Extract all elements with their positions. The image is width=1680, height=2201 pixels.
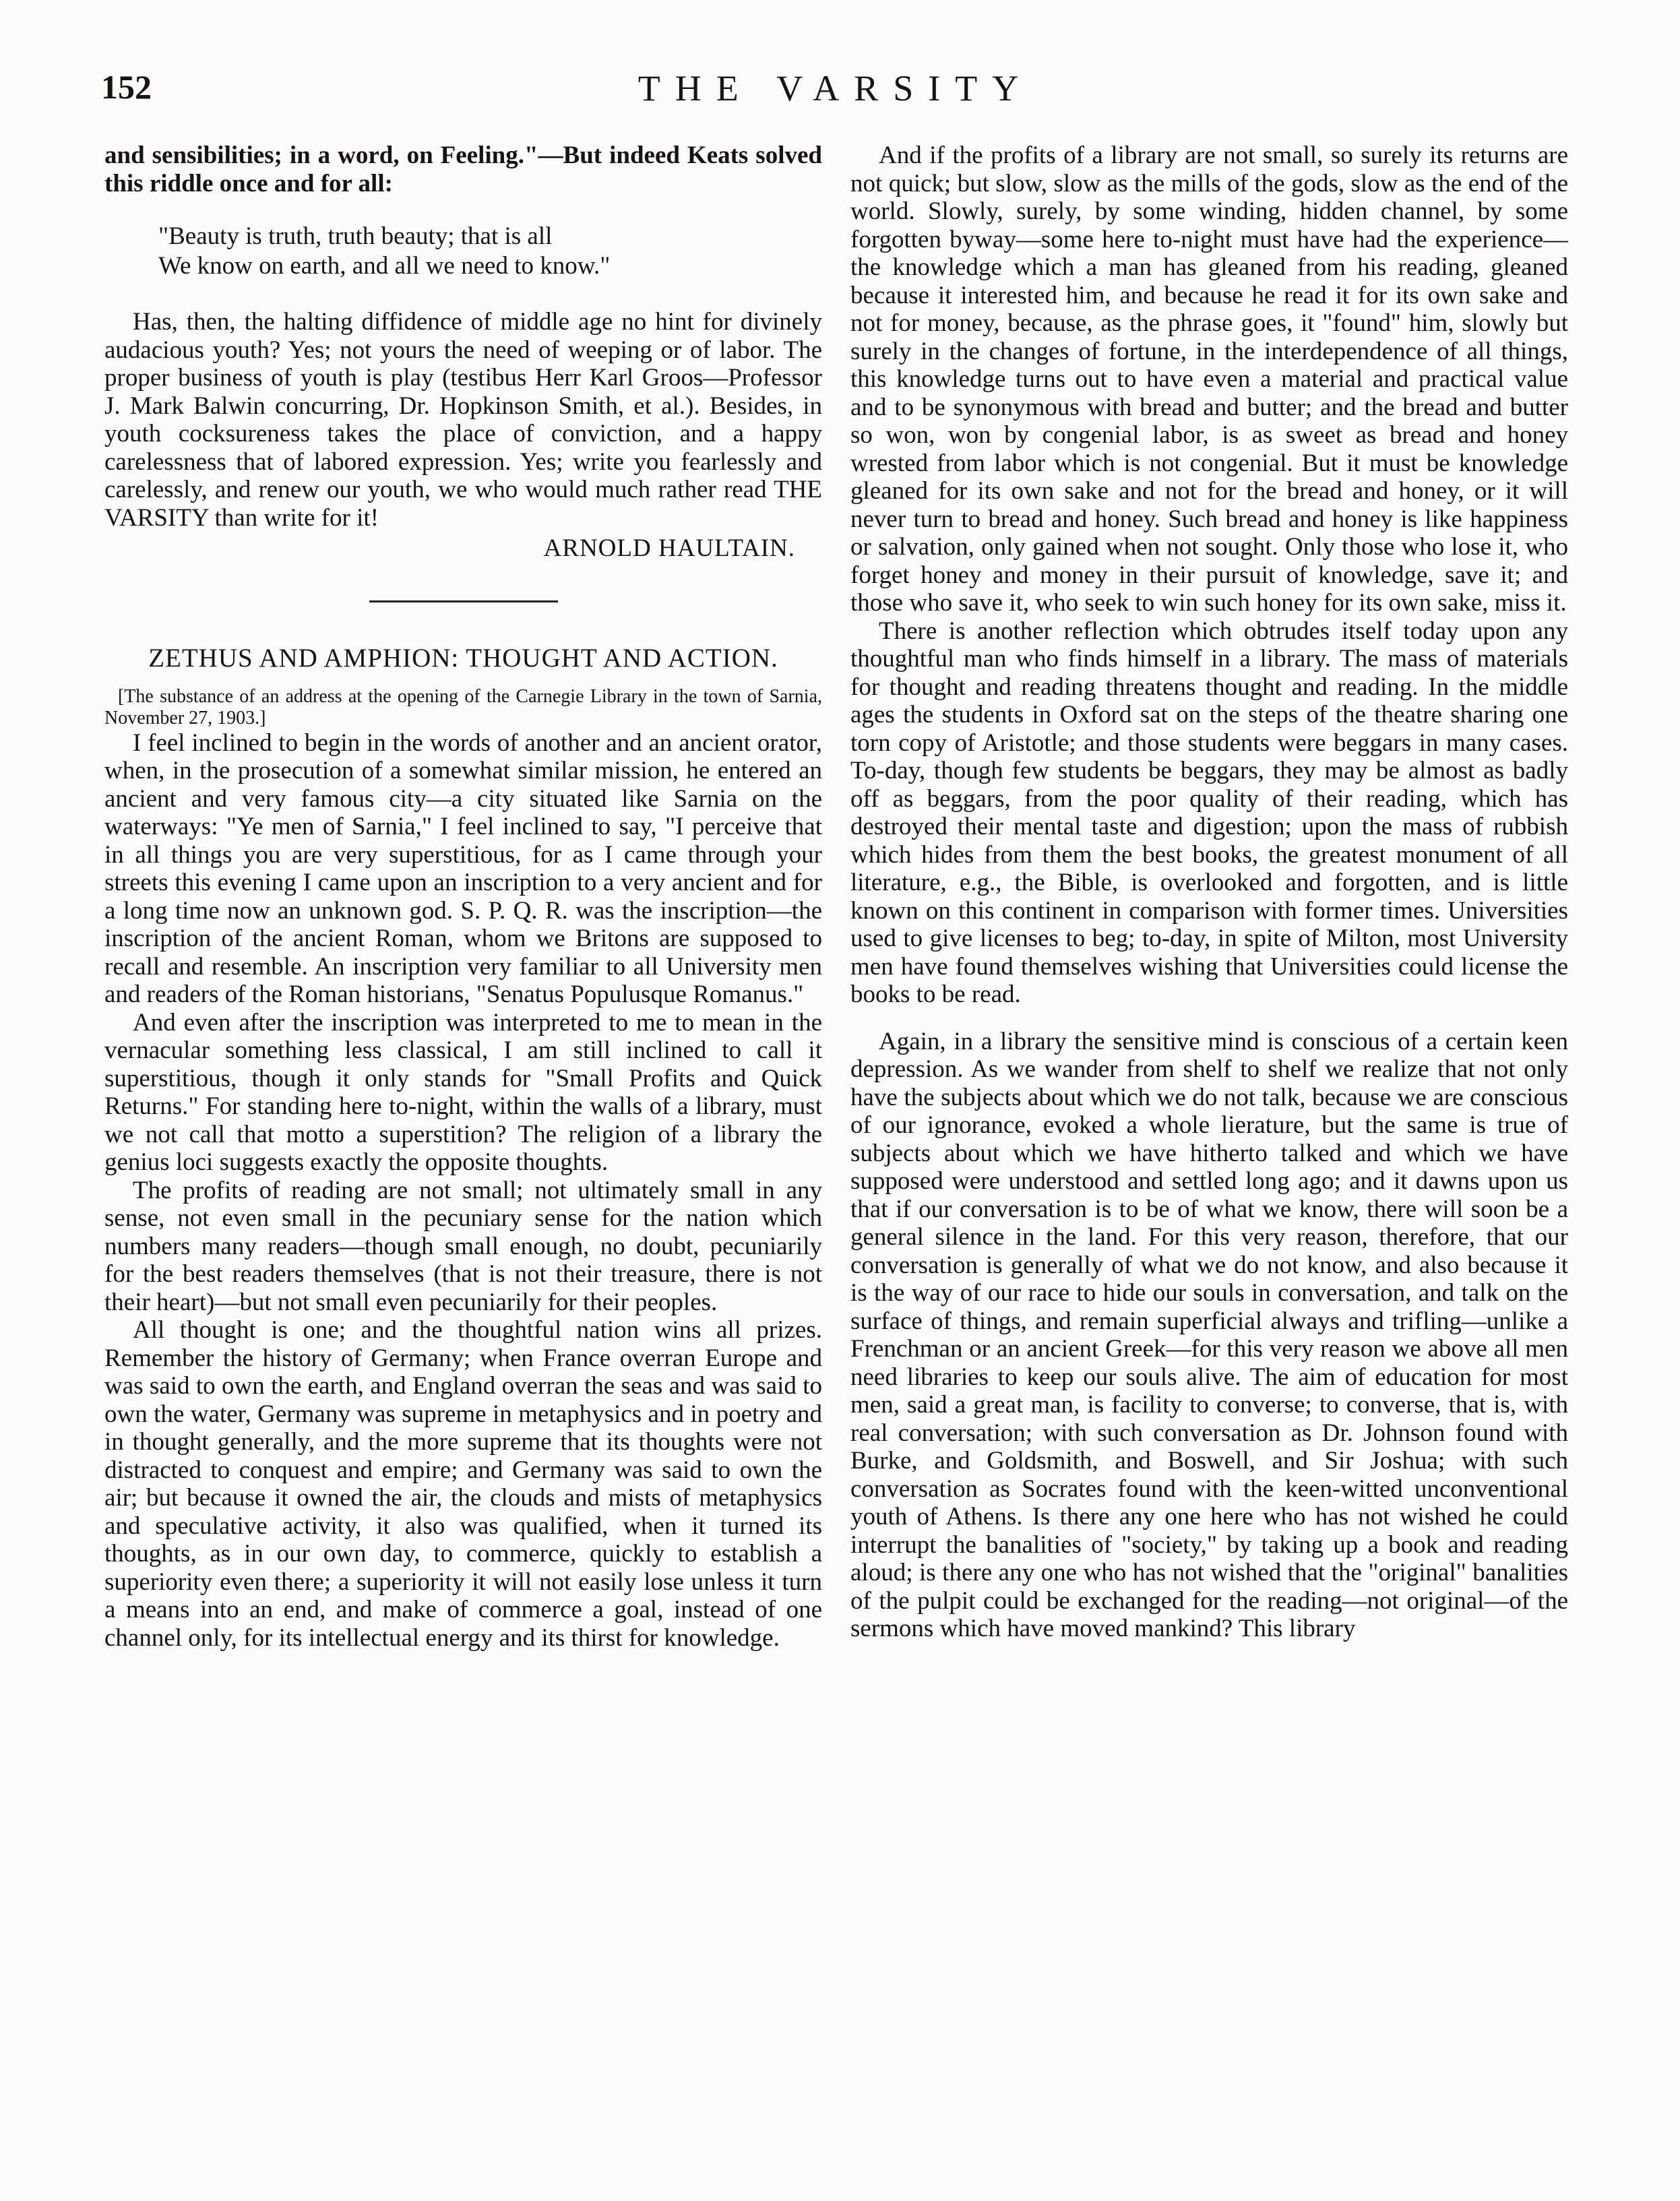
quote-line: We know on earth, and all we need to know." — [158, 252, 611, 280]
running-title: THE VARSITY — [637, 68, 1034, 108]
left-column — [104, 142, 822, 1652]
quote-line: "Beauty is truth, truth beauty; that is all — [158, 222, 553, 250]
article-title: ZETHUS AND AMPHION: THOUGHT AND ACTION. — [148, 643, 778, 673]
paragraph-and-if: And if the profits of a library are not small, so surely its returns are not quick; but slow, slow as the mills of the gods, slow as the end of the world. Slowly, surely, by some winding, hidden channel, by some forgotten byway—some here to-night must have had the experience—the knowledge which a man has gleaned from his reading, gleaned because it interested him, and because he read it for its own sake and not for money, because, as the phrase goes, it "found" him, slowly but surely in the changes of fortune, in the interdependence of all things, this knowledge turns out to have even a material and practical value and to be synonymous with bread and butter; and the bread and butter so won, won by congenial labor, is as sweet as bread and honey wrested from labor which is not congenial. But it must be knowledge gleaned for its own sake and not for the bread and honey, or it will never turn to bread and honey. Such bread and honey is like happiness or salvation, only gained when not sought. Only those who lose it, who forget honey and money in their pursuit of knowledge, save it; and those who save it, who seek to win such honey for its own sake, miss it. — [850, 142, 1568, 617]
keats-quote — [158, 222, 822, 281]
author-signature: ARNOLD HAULTAIN. — [543, 534, 795, 562]
page-number: 152 — [101, 68, 152, 106]
editor-note: [The substance of an address at the opening of the Carnegie Library in the town of Sarnia, November 27, 1903.] — [104, 685, 822, 728]
paragraph-feel-inclined: I feel inclined to begin in the words of another and an ancient orator, when, in the prosecution of a somewhat similar mission, he entered an ancient and very famous city—a city situated like Sarnia on the waterways: "Ye men of Sarnia," I feel inclined to say, "I perceive that in all things you are very superstitious, for as I came through your streets this evening I came upon an inscription to a very ancient and for a long time now an unknown god. S. P. Q. R. was the inscription—the inscription of the ancient Roman, whom we Britons are supposed to recall and resemble. An inscription very familiar to all University men and readers of the Roman historians, "Senatus Populusque Romanus." — [104, 728, 822, 1008]
page-header — [101, 67, 1570, 115]
right-column — [850, 142, 1568, 1643]
intro-paragraph: and sensibilities; in a word, on Feeling."—But indeed Keats solved this riddle once and for all: — [104, 142, 822, 197]
paragraph-again: Again, in a library the sensitive mind is conscious of a certain keen depression. As we wander from shelf to shelf we realize that not only have the subjects about which we do not talk, because we are conscious of our ignorance, evoked a whole lierature, but the same is true of subjects about which we have hitherto talked and which we have supposed were understood and settled long ago; and it dawns upon us that if our conversation is to be of what we know, there will soon be a general silence in the land. For this very reason, therefore, that our conversation is generally of what we do not know, and also because it is the way of our race to hide our souls in conversation, and talk on the surface of things, and remain superficial always and trifling—unlike a Frenchman or an ancient Greek—for this very reason we above all men need libraries to keep our souls alive. The aim of education for most men, said a great man, is facility to converse; to converse, that is, with real conversation; with such conversation as Dr. Johnson found with Burke, and Goldsmith, and Boswell, and Sir Joshua; with such conversation as Socrates found with the keen-witted unconventional youth of Athens. Is there any one here who has not wished he could interrupt the banalities of "society," by taking up a book and reading aloud; is there any one who has not wished that the "original" banalities of the pulpit could be exchanged for the reading—not original—of the sermons which have moved mankind? This library — [850, 1027, 1568, 1642]
paragraph-all-thought: All thought is one; and the thoughtful nation wins all prizes. Remember the history of Germany; when France overran Europe and was said to own the earth, and England overran the seas and was said to own the water, Germany was supreme in metaphysics and in poetry and in thought generally, and the more supreme that its thoughts were not distracted to conquest and empire; and Germany was said to own the air; but because it owned the air, the clouds and mists of metaphysics and speculative activity, it also was qualified, when it turned its thoughts, as in our own day, to commerce, quickly to establish a superiority even there; a superiority it will not easily lose unless it turn a means into an end, and make of commerce a goal, instead of one channel only, for its intellectual energy and its thirst for knowledge. — [104, 1316, 822, 1652]
paragraph-has-then: Has, then, the halting diffidence of middle age no hint for divinely audacious youth? Yes; not yours the need of weeping or of labor. The proper business of youth is play (testibus Herr Karl Groos—Professor J. Mark Balwin concurring, Dr. Hopkinson Smith, et al.). Besides, in youth cocksureness takes the place of conviction, and a happy carelessness that of labored expression. Yes; write you fearlessly and carelessly, and renew our youth, we who would much rather read THE VARSITY than write for it! — [104, 308, 822, 532]
paragraph-there-is: There is another reflection which obtrudes itself today upon any thoughtful man who finds himself in a library. The mass of materials for thought and reading threatens thought and reading. In the middle ages the students in Oxford sat on the steps of the theatre sharing one torn copy of Aristotle; and those students were beggars in many cases. To-day, though few students be beggars, they may be almost as badly off as beggars, from the poor quality of their reading, which has destroyed their mental taste and digestion; upon the mass of rubbish which hides from them the best books, the greatest monument of all literature, e.g., the Bible, is overlooked and forgotten, and is little known on this continent in comparison with former times. Universities used to give licenses to beg; to-day, in spite of Milton, most University men have found themselves wishing that Universities could license the books to be read. — [850, 617, 1568, 1008]
paragraph-and-even: And even after the inscription was interpreted to me to mean in the vernacular something less classical, I am still inclined to call it superstitious, though it only stands for "Small Profits and Quick Returns." For standing here to-night, within the walls of a library, must we not call that motto a superstition? The religion of a library the genius loci suggests exactly the opposite thoughts. — [104, 1008, 822, 1176]
paragraph-profits: The profits of reading are not small; not ultimately small in any sense, not even small in the pecuniary sense for the nation which numbers many readers—though small enough, no doubt, pecuniarily for the best readers themselves (that is not their treasure, there is not their heart)—but not small even pecuniarily for their peoples. — [104, 1176, 822, 1316]
section-divider — [369, 600, 558, 602]
